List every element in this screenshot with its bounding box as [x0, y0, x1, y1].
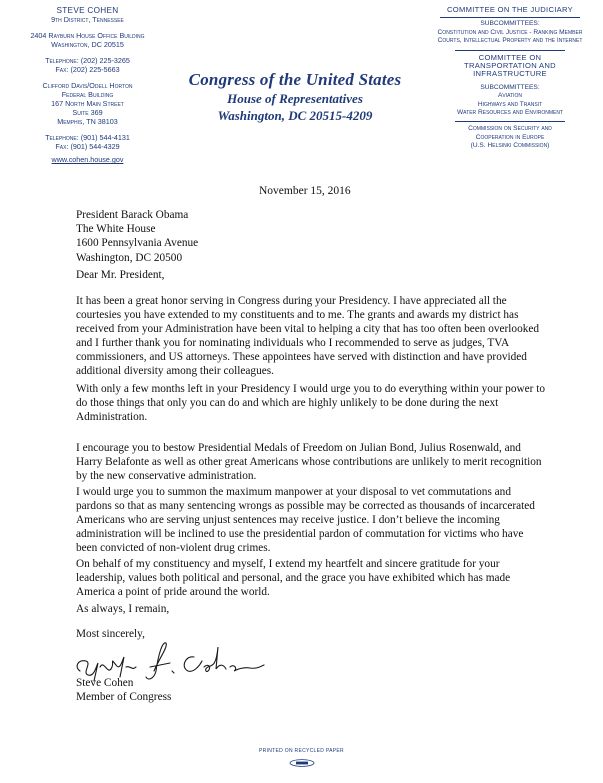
- dc-office-line: 2404 Rayburn House Office Building: [30, 31, 145, 40]
- paragraph: It has been a great honor serving in Congress during your Presidency. I have appreciated all the courtesies you have extended to my constituents and to me. The grants and awards my district has received from your Administration have been vital to helping a city that has too often been overlooked and I further thank you for nominating individuals who I recommended to serve as judges, TVA commissioners, and US attorneys. These appointees have served with distinction and have provided additional diversity among their colleagues.: [76, 295, 540, 378]
- paragraph: As always, I remain,: [76, 603, 170, 615]
- divider: [455, 50, 565, 51]
- masthead-congress: Congress of the United States: [188, 70, 402, 89]
- member-name: STEVE COHEN: [56, 6, 119, 15]
- subcommittee-item: Highways and Transit: [477, 100, 543, 108]
- masthead-address: Washington, DC 20515-4209: [217, 108, 373, 123]
- closing: Most sincerely,: [76, 628, 145, 640]
- member-district: 9th District, Tennessee: [51, 15, 124, 24]
- committee-transportation: INFRASTRUCTURE: [473, 69, 547, 79]
- masthead: [165, 70, 425, 124]
- district-office-line: Clifford Davis/Odell Horton: [42, 81, 133, 90]
- divider: [440, 17, 580, 18]
- addressee-line: President Barack Obama: [76, 209, 189, 221]
- district-office-line: 167 North Main Street: [51, 99, 124, 108]
- subcommittee-item: Aviation: [497, 92, 523, 100]
- paragraph: I would urge you to summon the maximum manpower at your disposal to vet commutations and pardons so that as many sentencing wrongs as possible may be corrected as thousands of incarcerated Americans who are serving unjust sentences may receive justice. I don’t believe the incoming administration will be inclined to use the presidential pardon of commutation for victims who have been convicted of non-violent drug crimes.: [76, 486, 535, 555]
- commission-line: (U.S. Helsinki Commission): [470, 142, 550, 150]
- addressee-line: Washington, DC 20500: [76, 251, 183, 264]
- addressee-block: [76, 208, 198, 265]
- commission-line: Cooperation in Europe: [475, 133, 545, 141]
- dc-office-line: Washington, DC 20515: [51, 40, 124, 49]
- district-office-line: Federal Building: [61, 90, 114, 99]
- committee-judiciary: COMMITTEE ON THE JUDICIARY: [446, 5, 574, 14]
- subcommittee-item: Constitution and Civil Justice - Ranking Member: [437, 28, 583, 36]
- district-office-line: Suite 369: [72, 108, 103, 117]
- salutation: Dear Mr. President,: [76, 269, 165, 281]
- footer: [0, 748, 603, 772]
- addressee-line: The White House: [76, 223, 156, 236]
- letterhead-left: [20, 6, 155, 164]
- union-bug-icon: [289, 759, 315, 767]
- dc-fax: Fax: (202) 225-5663: [55, 65, 120, 74]
- district-office-line: Memphis, TN 38103: [57, 117, 118, 126]
- commission-line: Commission on Security and: [468, 125, 552, 133]
- paragraph: I encourage you to bestow Presidential Medals of Freedom on Julian Bond, Julius Rosenwald, and Harry Belafonte as well as other great Americans whose contributions are unlikely to merit recognition by the new conservative administration.: [76, 442, 542, 483]
- signer-title: Member of Congress: [76, 691, 172, 703]
- addressee-line: 1600 Pennsylvania Avenue: [76, 237, 199, 250]
- paragraph: On behalf of my constituency and myself, I extend my heartfelt and sincere gratitude for your leadership, values both political and personal, and the grace you have exhibited which has made America a point of pride around the world.: [76, 558, 511, 599]
- recycled-paper-note: PRINTED ON RECYCLED PAPER: [259, 748, 344, 754]
- dc-phone: Telephone: (202) 225-3265: [45, 56, 130, 65]
- signer-block: [76, 676, 171, 704]
- letter-date: November 15, 2016: [259, 185, 351, 197]
- subcommittee-item: Water Resources and Environment: [456, 109, 564, 117]
- paragraph: With only a few months left in your Presidency I would urge you to do everything within your power to do those things that only you can do and which are highly unlikely to be done during the next Administration.: [76, 383, 546, 424]
- district-phone: Telephone: (901) 544-4131: [45, 133, 130, 142]
- masthead-house: House of Representatives: [227, 91, 363, 106]
- website-link[interactable]: www.cohen.house.gov: [51, 155, 124, 164]
- letterhead-right: [435, 6, 585, 151]
- committee-transportation: COMMITTEE ON: [478, 52, 542, 62]
- subcommittee-item: Courts, Intellectual Property and the Internet: [437, 37, 583, 45]
- committee-transportation: TRANSPORTATION AND: [464, 61, 556, 71]
- signer-name: Steve Cohen: [76, 677, 134, 689]
- divider: [455, 121, 565, 122]
- subcommittees-heading: SUBCOMMITTEES:: [480, 83, 540, 91]
- subcommittees-heading: SUBCOMMITTEES:: [480, 20, 540, 28]
- district-fax: Fax: (901) 544-4329: [55, 142, 120, 151]
